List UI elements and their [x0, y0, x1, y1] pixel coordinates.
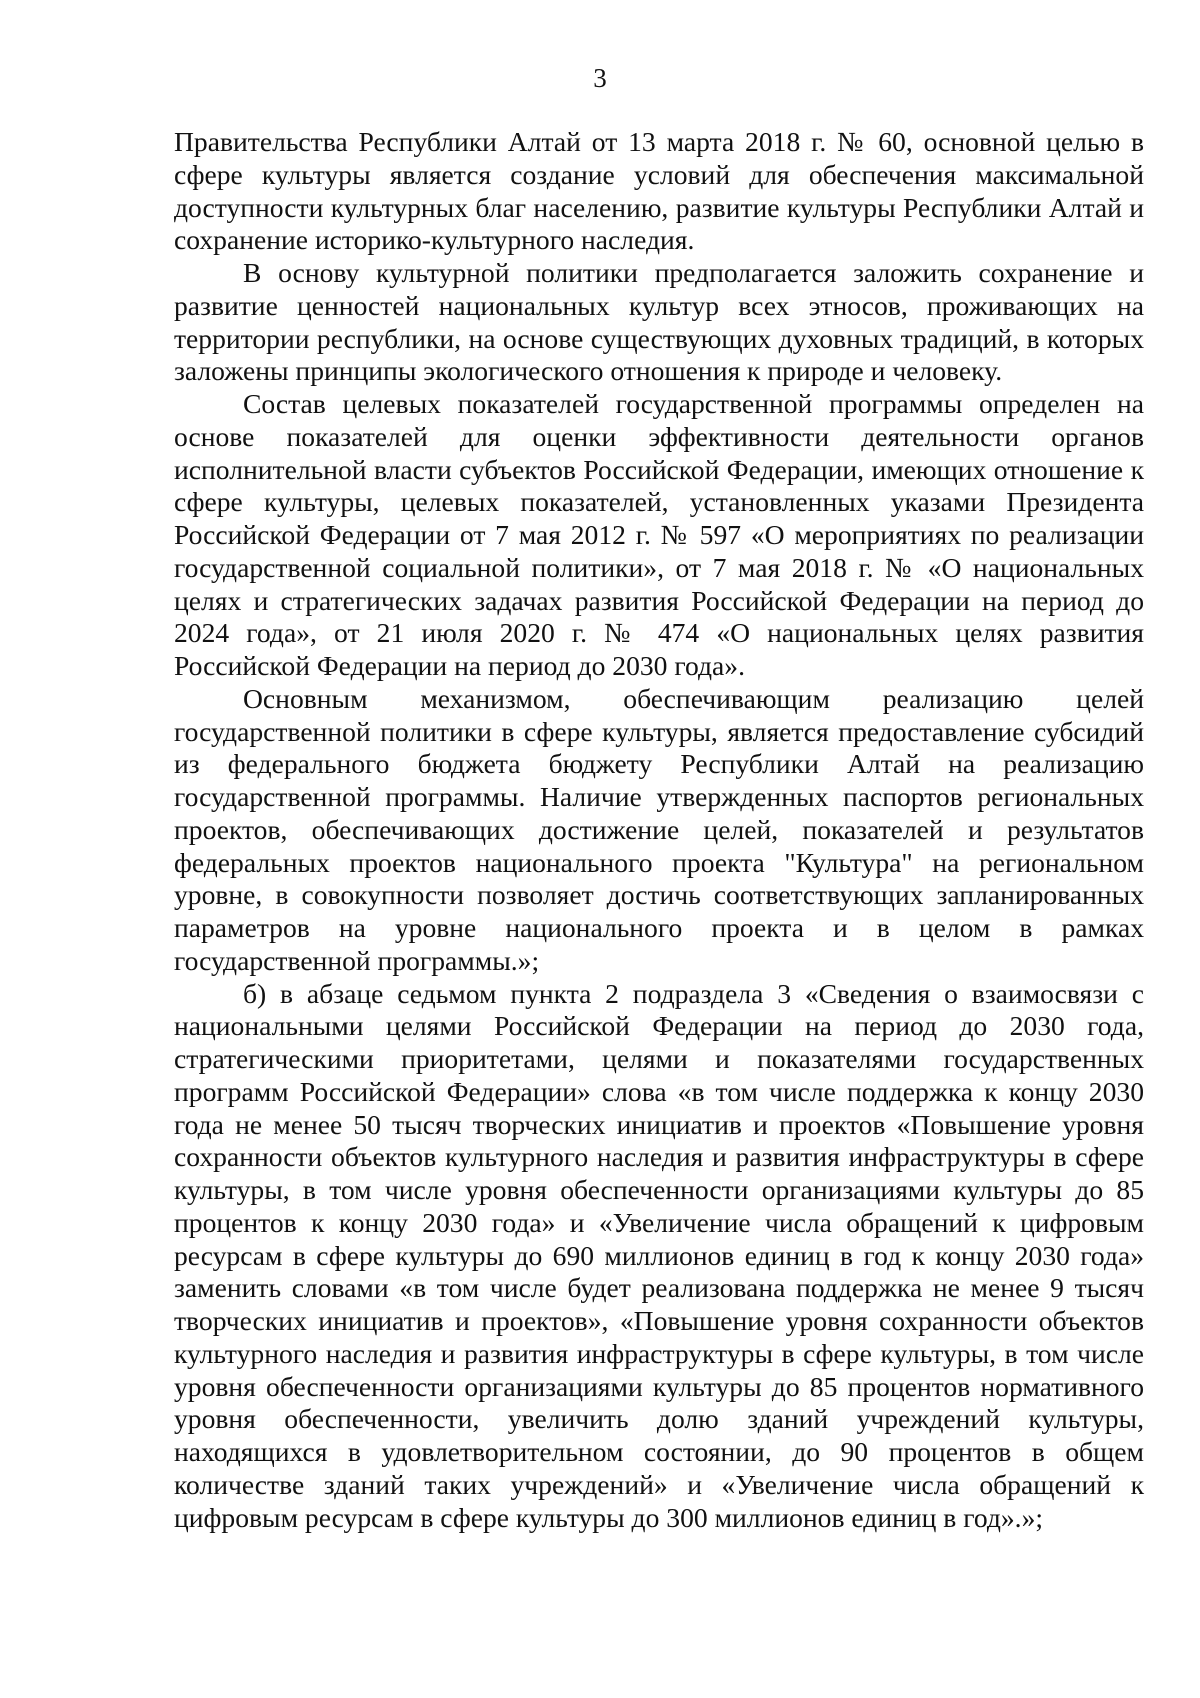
- paragraph-2: В основу культурной политики предполагается заложить сохранение и развитие ценностей национальных культур всех этносов, проживающих на территории республики, на основе существующих духовных традиций, в которых заложены принципы экологического отношения к природе и человеку.: [174, 257, 1144, 387]
- page-number: 3: [593, 63, 607, 93]
- paragraph-3: Состав целевых показателей государственной программы определен на основе показателей для оценки эффективности деятельности органов исполнительной власти субъектов Российской Федерации, имеющих отношение к сфере культуры, целевых показателей, установленных указами Президента Российской Федерации от 7 мая 2012 г. № 597 «О мероприятиях по реализации государственной социальной политики», от 7 мая 2018 г. № «О национальных целях и стратегических задачах развития Российской Федерации на период до 2024 года», от 21 июля 2020 г. № 474 «О национальных целях развития Российской Федерации на период до 2030 года».: [174, 388, 1144, 681]
- paragraph-5: б) в абзаце седьмом пункта 2 подраздела 3 «Сведения о взаимосвязи с национальными целями Российской Федерации на период до 2030 года, стратегическими приоритетами, целями и показателями государственных программ Российской Федерации» слова «в том числе поддержка к концу 2030 года не менее 50 тысяч творческих инициатив и проектов «Повышение уровня сохранности объектов культурного наследия и развития инфраструктуры в сфере культуры, в том числе уровня обеспеченности организациями культуры до 85 процентов к концу 2030 года» и «Увеличение числа обращений к цифровым ресурсам в сфере культуры до 690 миллионов единиц в год к концу 2030 года» заменить словами «в том числе будет реализована поддержка не менее 9 тысяч творческих инициатив и проектов», «Повышение уровня сохранности объектов культурного наследия и развития инфраструктуры в сфере культуры, в том числе уровня обеспеченности организациями культуры до 85 процентов нормативного уровня обеспеченности, увеличить долю зданий учреждений культуры, находящихся в удовлетворительном состоянии, до 90 процентов в общем количестве зданий таких учреждений» и «Увеличение числа обращений к цифровым ресурсам в сфере культуры до 300 миллионов единиц в год».»;: [174, 977, 1144, 1533]
- document-body: [174, 126, 1144, 1534]
- paragraph-4: Основным механизмом, обеспечивающим реализацию целей государственной политики в сфере культуры, является предоставление субсидий из федерального бюджета бюджету Республики Алтай на реализацию государственной программы. Наличие утвержденных паспортов региональных проектов, обеспечивающих достижение целей, показателей и результатов федеральных проектов национального проекта "Культура" на региональном уровне, в совокупности позволяет достичь соответствующих запланированных параметров на уровне национального проекта и в целом в рамках государственной программы.»;: [174, 682, 1144, 976]
- paragraph-1: Правительства Республики Алтай от 13 марта 2018 г. № 60, основной целью в сфере культуры является создание условий для обеспечения максимальной доступности культурных благ населению, развитие культуры Республики Алтай и сохранение историко-культурного наследия.: [174, 126, 1144, 256]
